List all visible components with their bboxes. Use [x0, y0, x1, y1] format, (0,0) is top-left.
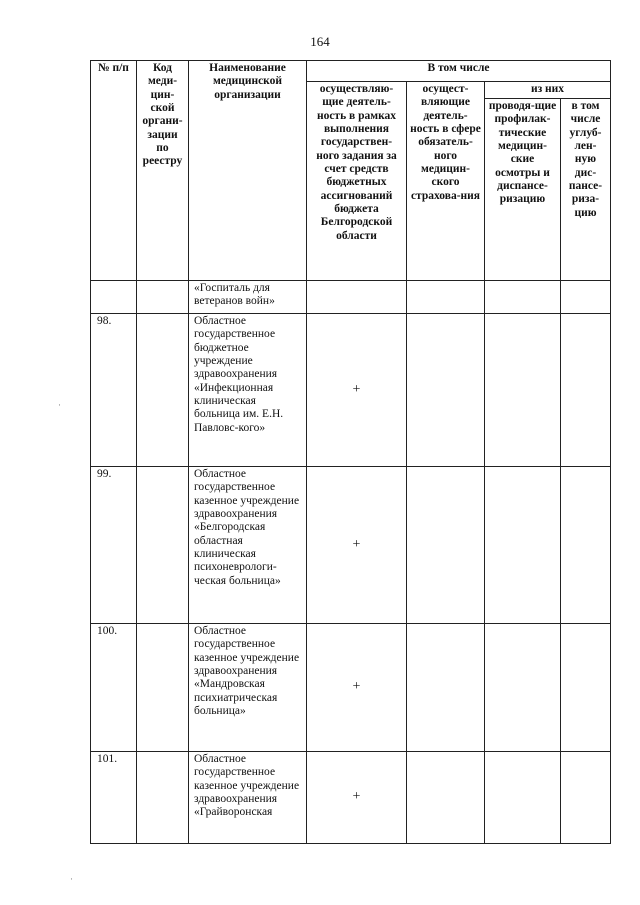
header-deep: в том числе углуб-лен-ную дис-пансе-риза-цию — [561, 99, 611, 281]
row-oms — [407, 624, 485, 752]
row-deep — [561, 281, 611, 314]
header-of-them: из них — [485, 82, 611, 99]
row-prof — [485, 314, 561, 467]
row-name: Областное государственное казенное учреждение здравоохранения «Мандровская психиатрическая больница» — [189, 624, 307, 752]
header-code: Код меди-цин-ской органи-зации по реестру — [137, 61, 189, 281]
header-row-1 — [91, 61, 611, 82]
row-deep — [561, 314, 611, 467]
row-prof — [485, 752, 561, 844]
header-oms: осущест-вляющие деятель-ность в сфере обязатель-ного медицин-ского страхова-ния — [407, 82, 485, 281]
row-num: 99. — [91, 467, 137, 624]
row-oms — [407, 467, 485, 624]
header-in-total: В том числе — [307, 61, 611, 82]
row-oms — [407, 314, 485, 467]
table-row — [91, 752, 611, 844]
scan-speck: · — [70, 874, 73, 884]
row-budget: + — [307, 752, 407, 844]
page-number: 164 — [310, 34, 330, 49]
row-budget — [307, 281, 407, 314]
row-name: Областное государственное бюджетное учреждение здравоохранения «Инфекционная клиническая больница им. Е.Н. Павловс-кого» — [189, 314, 307, 467]
row-oms — [407, 281, 485, 314]
row-name: Областное государственное казенное учреждение здравоохранения «Белгородская областная клиническая психоневрологи-ческая больница» — [189, 467, 307, 624]
table-row — [91, 624, 611, 752]
scan-speck: · — [58, 400, 61, 410]
header-prof: проводя-щие профилак-тические медицин-ские осмотры и диспансе-ризацию — [485, 99, 561, 281]
row-deep — [561, 467, 611, 624]
header-name: Наименование медицинской организации — [189, 61, 307, 281]
row-prof — [485, 281, 561, 314]
row-budget: + — [307, 314, 407, 467]
table-row — [91, 314, 611, 467]
row-code — [137, 752, 189, 844]
medical-organizations-table — [90, 60, 611, 844]
row-num: 101. — [91, 752, 137, 844]
header-num: № п/п — [91, 61, 137, 281]
header-budget: осуществляю-щие деятель-ность в рамках выполнения государствен-ного задания за счет средств бюджетных ассигнований бюджета Белгородской области — [307, 82, 407, 281]
row-budget: + — [307, 624, 407, 752]
row-deep — [561, 624, 611, 752]
table-row — [91, 281, 611, 314]
row-num: 100. — [91, 624, 137, 752]
row-num — [91, 281, 137, 314]
table-row — [91, 467, 611, 624]
row-num: 98. — [91, 314, 137, 467]
row-prof — [485, 467, 561, 624]
row-name: «Госпиталь для ветеранов войн» — [189, 281, 307, 314]
row-deep — [561, 752, 611, 844]
row-prof — [485, 624, 561, 752]
row-code — [137, 467, 189, 624]
row-code — [137, 624, 189, 752]
row-name: Областное государственное казенное учреждение здравоохранения «Грайворонская — [189, 752, 307, 844]
row-budget: + — [307, 467, 407, 624]
row-code — [137, 314, 189, 467]
row-oms — [407, 752, 485, 844]
row-code — [137, 281, 189, 314]
